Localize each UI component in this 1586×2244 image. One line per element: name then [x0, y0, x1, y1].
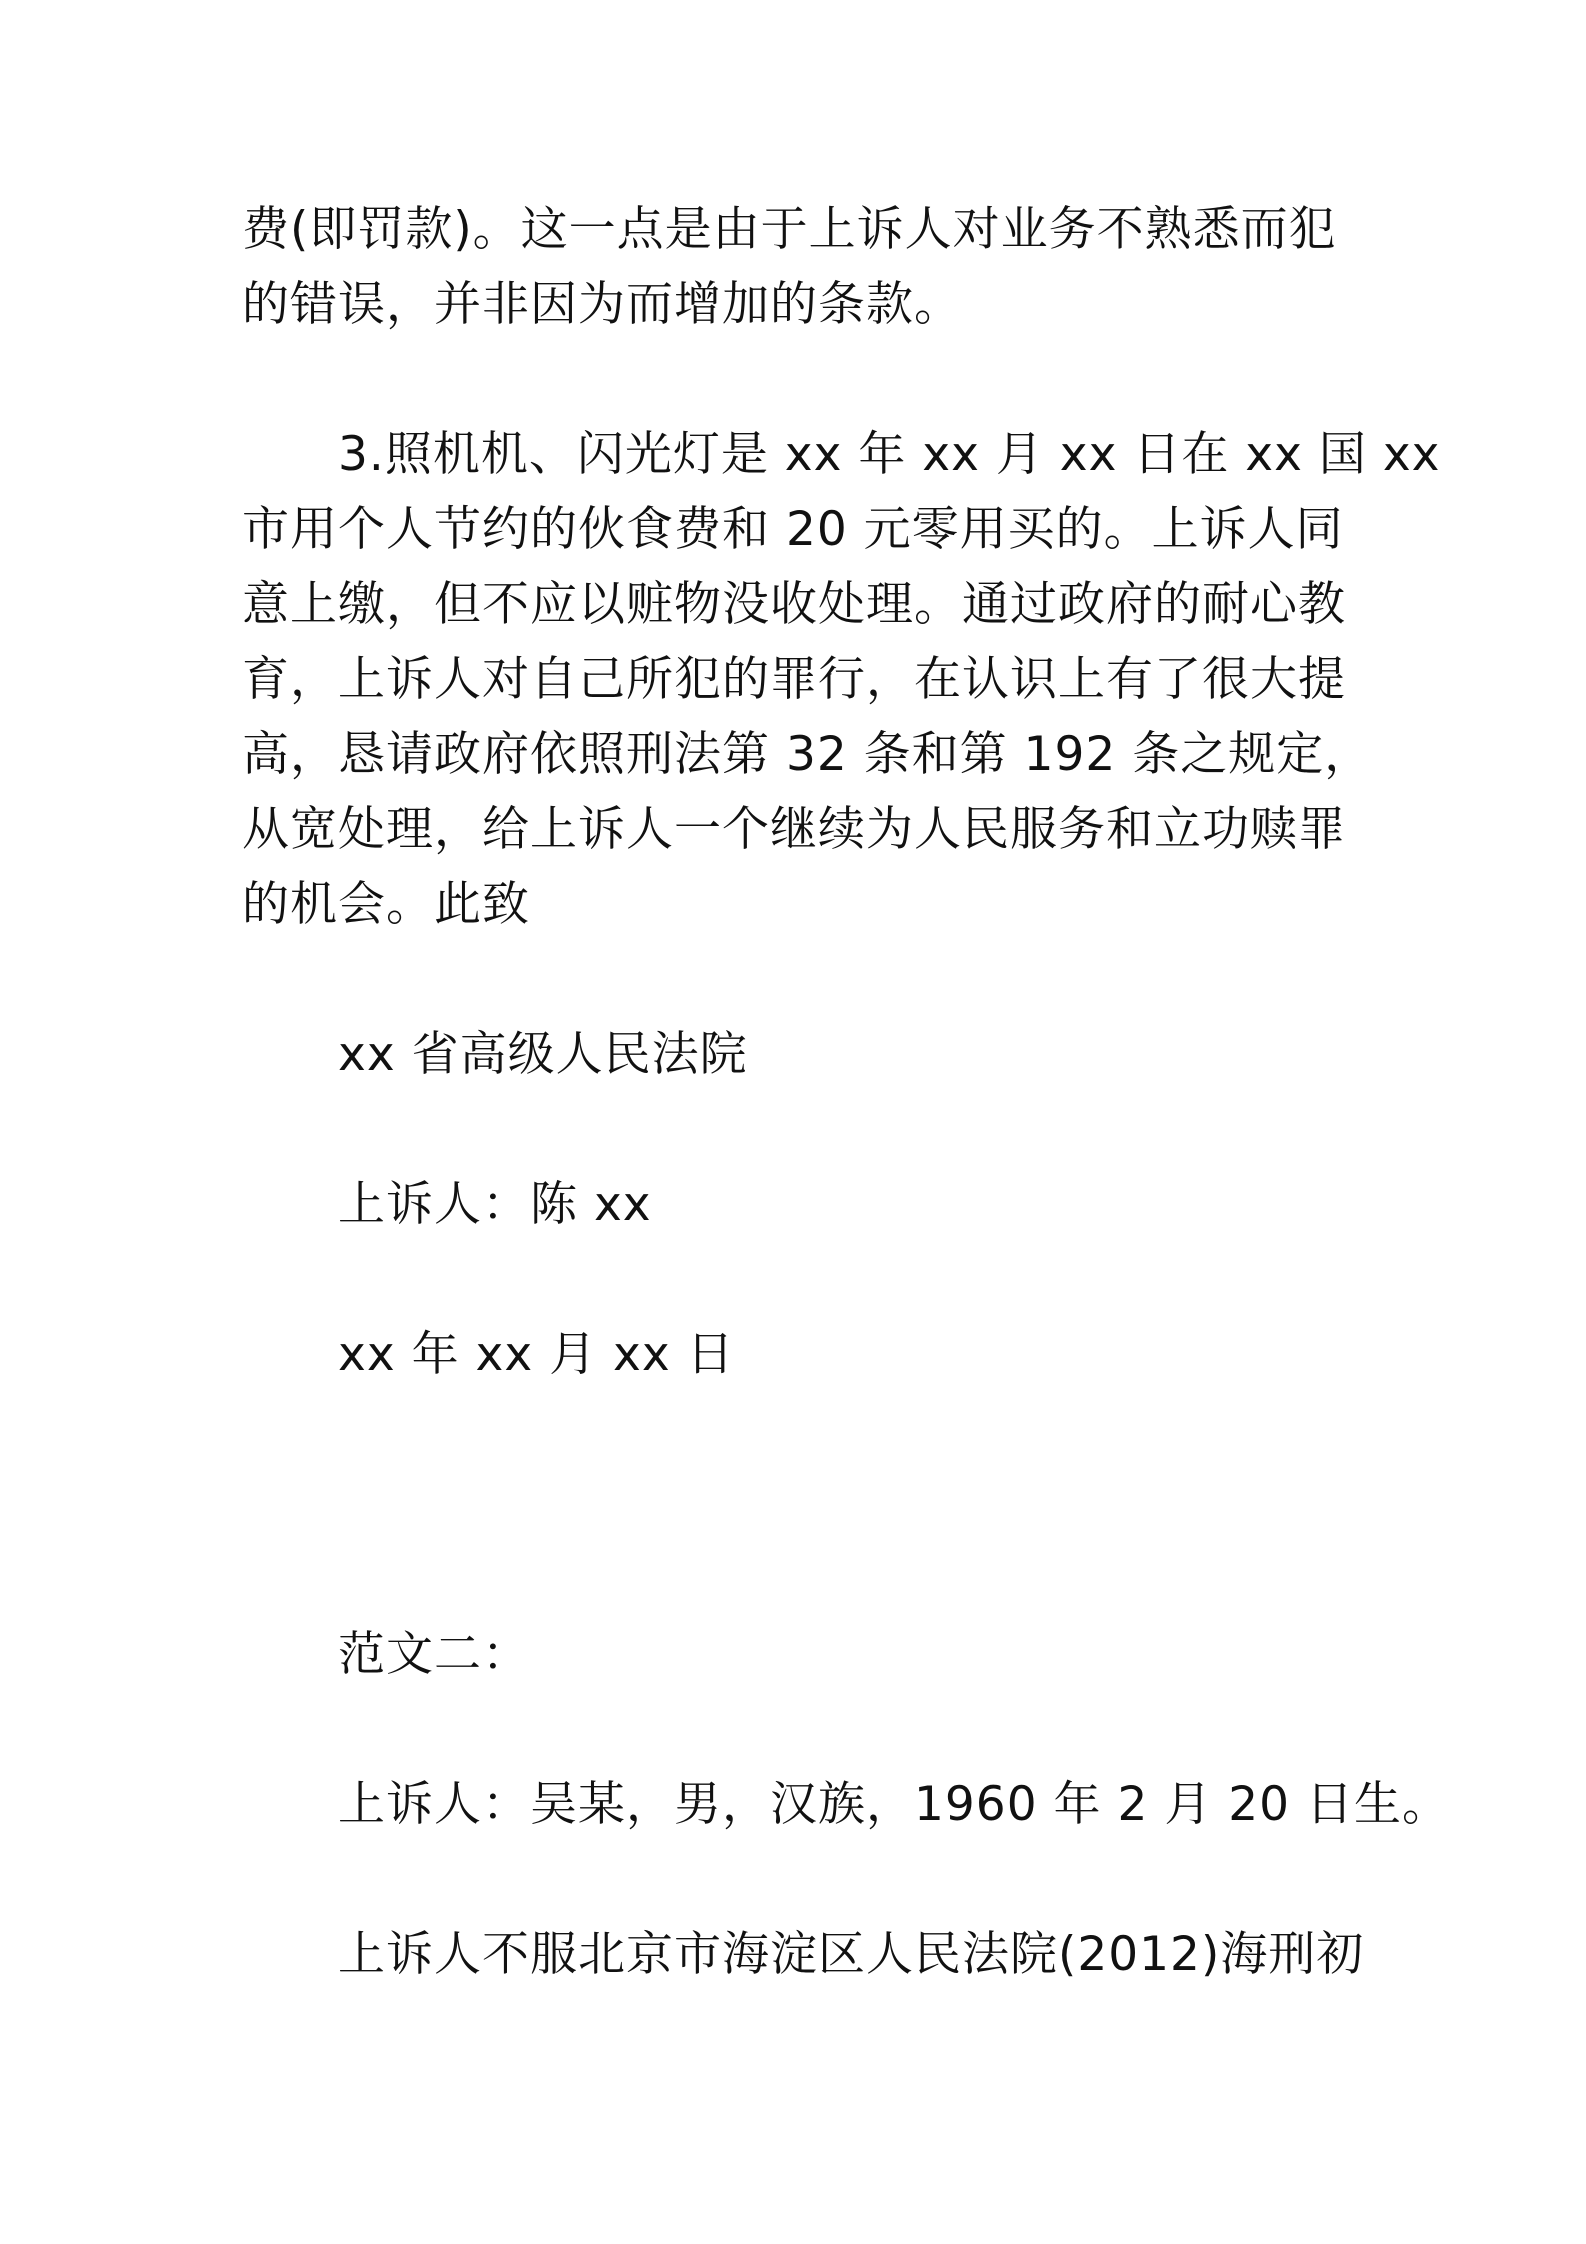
paragraph2-line1: 3.照机机、闪光灯是 xx 年 xx 月 xx 日在 xx 国 xx — [338, 427, 1441, 482]
paragraph2-line4: 育，上诉人对自己所犯的罪行，在认识上有了很大提 — [242, 652, 1346, 707]
paragraph2-line3: 意上缴，但不应以赃物没收处理。通过政府的耐心教 — [242, 577, 1346, 632]
paragraph2-line6: 从宽处理，给上诉人一个继续为人民服务和立功赎罪 — [242, 802, 1346, 857]
addressee: xx 省高级人民法院 — [338, 1027, 748, 1082]
appellant-info: 上诉人：吴某，男，汉族，1960 年 2 月 20 日生。 — [338, 1777, 1451, 1832]
paragraph2-line2: 市用个人节约的伙食费和 20 元零用买的。上诉人同 — [242, 502, 1344, 557]
paragraph2-line5: 高，恳请政府依照刑法第 32 条和第 192 条之规定， — [242, 727, 1373, 782]
paragraph1-line2: 的错误，并非因为而增加的条款。 — [242, 277, 962, 332]
signature-date: xx 年 xx 月 xx 日 — [338, 1327, 735, 1382]
closing-line: 上诉人不服北京市海淀区人民法院(2012)海刑初 — [338, 1927, 1365, 1982]
section-heading: 范文二： — [338, 1627, 530, 1682]
paragraph1-line1: 费(即罚款)。这一点是由于上诉人对业务不熟悉而犯 — [242, 202, 1337, 257]
appellant-signature: 上诉人：陈 xx — [338, 1177, 652, 1232]
paragraph2-line7: 的机会。此致 — [242, 877, 530, 932]
